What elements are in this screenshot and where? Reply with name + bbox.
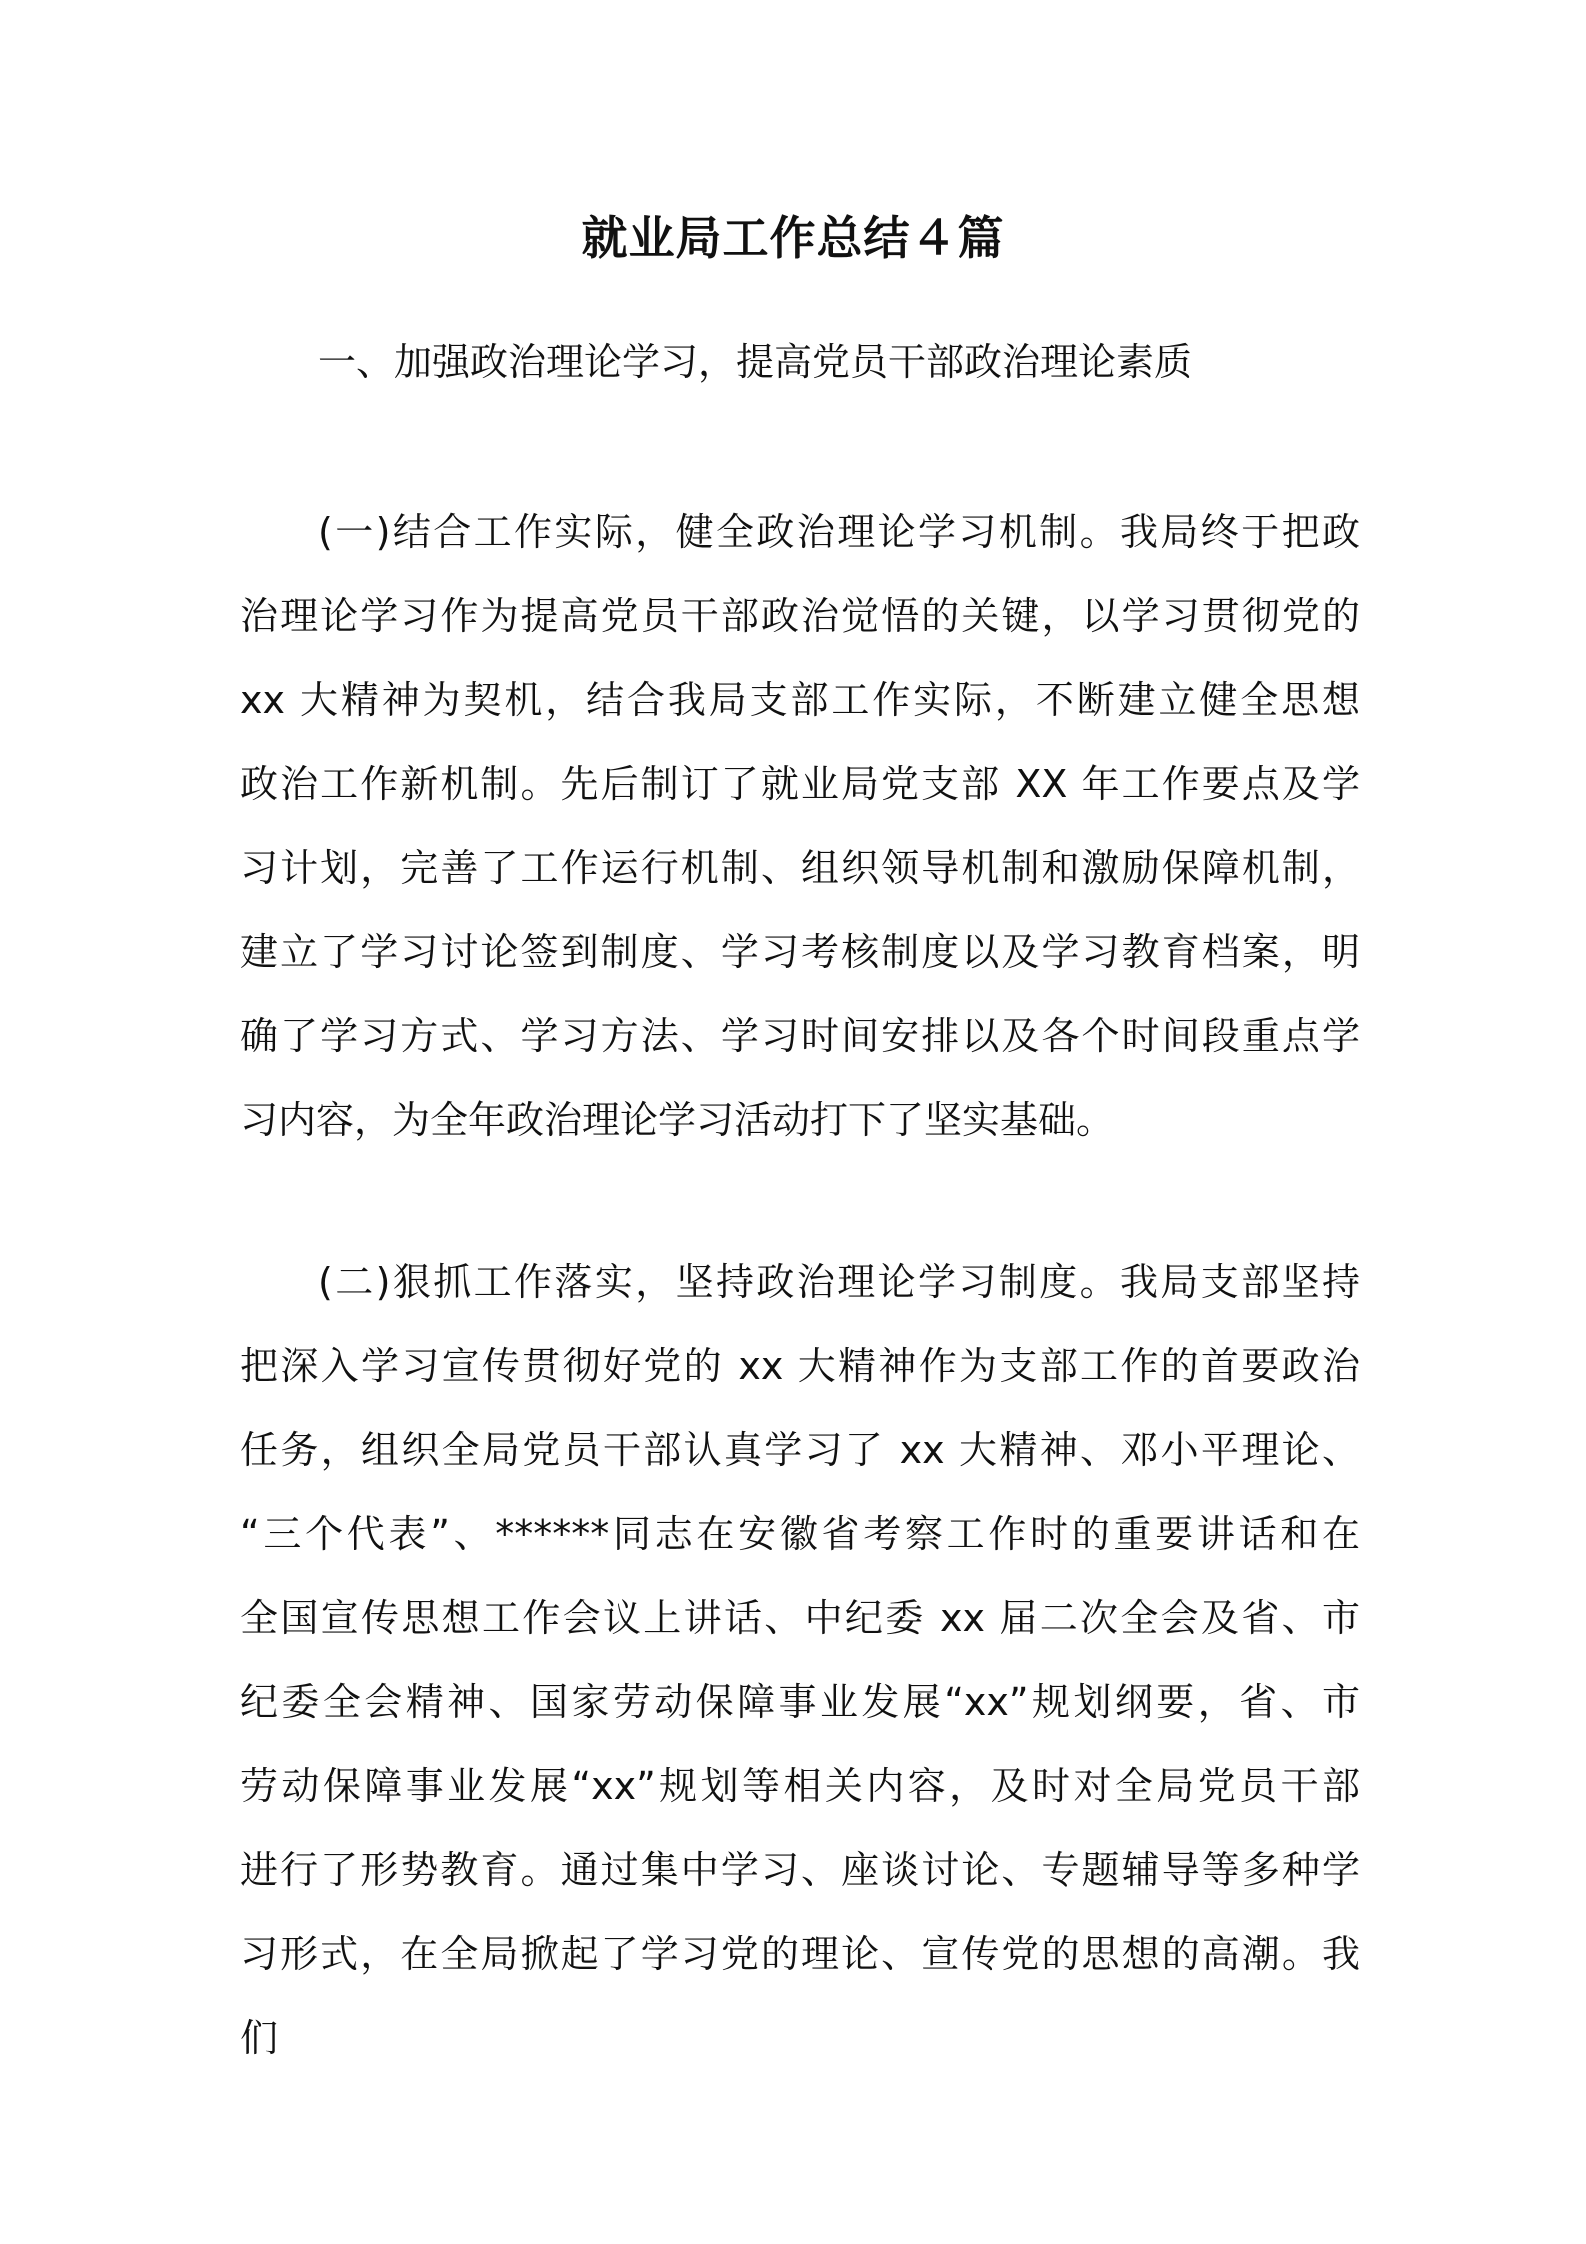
paragraph-line: 习内容，为全年政治理论学习活动打下了坚实基础。 [240,1098,1115,1142]
paragraph-line: (一)结合工作实际，健全政治理论学习机制。我局终于把政 [318,510,1360,554]
paragraph-line: 们 [240,2016,279,2060]
document-title: 就业局工作总结４篇 [581,211,1005,265]
paragraph-line: 全国宣传思想工作会议上讲话、中纪委 xx 届二次全会及省、市 [240,1596,1360,1640]
paragraph-line: 确了学习方式、学习方法、学习时间安排以及各个时间段重点学 [240,1014,1360,1058]
paragraph-line: 纪委全会精神、国家劳动保障事业发展“xx”规划纲要，省、市 [240,1680,1360,1724]
paragraph-line: 习计划，完善了工作运行机制、组织领导机制和激励保障机制， [240,846,1360,890]
paragraph-line: 治理论学习作为提高党员干部政治觉悟的关键，以学习贯彻党的 [240,594,1360,638]
paragraph-line: 习形式，在全局掀起了学习党的理论、宣传党的思想的高潮。我 [240,1932,1360,1976]
paragraph-line: “三个代表”、******同志在安徽省考察工作时的重要讲话和在 [240,1512,1360,1556]
paragraph-line: 建立了学习讨论签到制度、学习考核制度以及学习教育档案，明 [240,930,1360,974]
paragraph-line: 任务，组织全局党员干部认真学习了 xx 大精神、邓小平理论、 [240,1428,1360,1472]
paragraph-line: 政治工作新机制。先后制订了就业局党支部 XX 年工作要点及学 [240,762,1360,806]
section-heading: 一、加强政治理论学习，提高党员干部政治理论素质 [318,340,1193,384]
paragraph-line: (二)狠抓工作落实，坚持政治理论学习制度。我局支部坚持 [318,1260,1360,1304]
paragraph-line: 进行了形势教育。通过集中学习、座谈讨论、专题辅导等多种学 [240,1848,1360,1892]
paragraph-1 [240,490,1360,1162]
paragraph-2 [240,1240,1360,2080]
paragraph-line: xx 大精神为契机，结合我局支部工作实际，不断建立健全思想 [240,678,1360,722]
paragraph-line: 劳动保障事业发展“xx”规划等相关内容，及时对全局党员干部 [240,1764,1360,1808]
paragraph-line: 把深入学习宣传贯彻好党的 xx 大精神作为支部工作的首要政治 [240,1344,1360,1388]
